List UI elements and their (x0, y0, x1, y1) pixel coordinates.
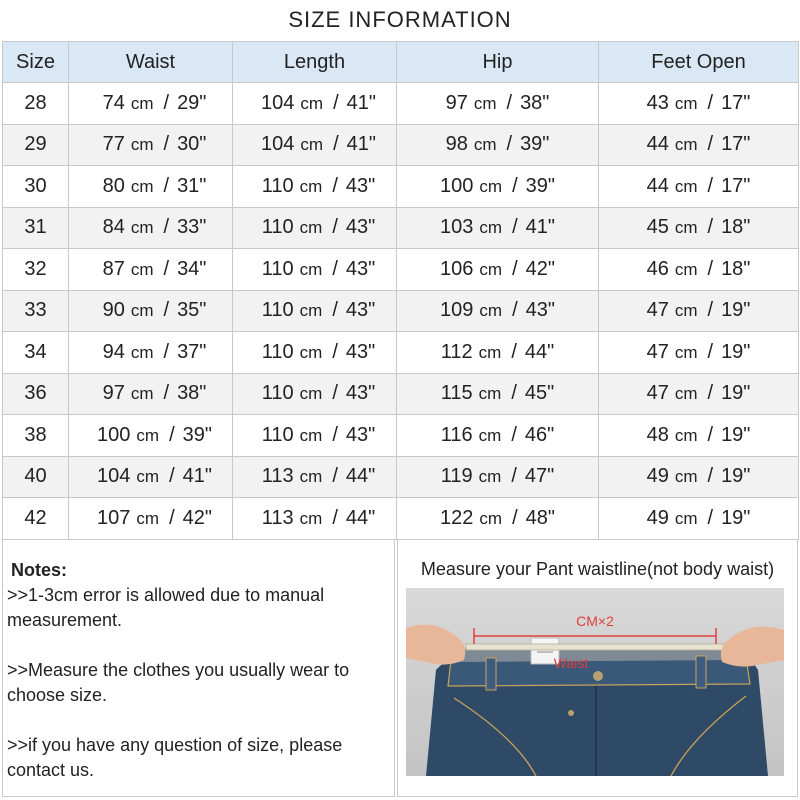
size-table (2, 41, 799, 540)
arrow-label: CM×2 (576, 613, 614, 629)
size-cell: 40 (3, 456, 69, 498)
hip-cell: 116 cm / 46" (397, 415, 599, 457)
feet-cell: 44 cm / 17" (599, 166, 799, 208)
hip-cell: 98 cm / 39" (397, 124, 599, 166)
header-size: Size (3, 42, 69, 83)
waist-cell: 94 cm / 37" (69, 332, 233, 374)
header-length: Length (233, 42, 397, 83)
measure-panel (397, 539, 798, 797)
table-row (3, 498, 799, 540)
size-cell: 34 (3, 332, 69, 374)
hip-cell: 97 cm / 38" (397, 83, 599, 125)
size-cell: 42 (3, 498, 69, 540)
length-cell: 113 cm / 44" (233, 456, 397, 498)
table-row (3, 166, 799, 208)
feet-cell: 44 cm / 17" (599, 124, 799, 166)
length-cell: 110 cm / 43" (233, 373, 397, 415)
header-feet-open: Feet Open (599, 42, 799, 83)
table-row (3, 415, 799, 457)
waist-cell: 100 cm / 39" (69, 415, 233, 457)
table-row (3, 290, 799, 332)
hip-cell: 100 cm / 39" (397, 166, 599, 208)
feet-cell: 49 cm / 19" (599, 456, 799, 498)
hip-cell: 103 cm / 41" (397, 207, 599, 249)
waist-cell: 80 cm / 31" (69, 166, 233, 208)
table-row (3, 207, 799, 249)
belt-loop (486, 658, 496, 690)
table-row (3, 456, 799, 498)
length-cell: 110 cm / 43" (233, 290, 397, 332)
length-cell: 110 cm / 43" (233, 332, 397, 374)
notes-panel (2, 539, 395, 797)
note-item: >>Measure the clothes you usually wear to choose size. (7, 660, 350, 705)
note-item: >>1-3cm error is allowed due to manual measurement. (7, 585, 325, 630)
measure-caption: Measure your Pant waistline(not body waist) (420, 559, 775, 579)
header-waist: Waist (69, 42, 233, 83)
table-header-row (3, 42, 799, 83)
hip-cell: 122 cm / 48" (397, 498, 599, 540)
header-hip: Hip (397, 42, 599, 83)
feet-cell: 45 cm / 18" (599, 207, 799, 249)
waist-cell: 107 cm / 42" (69, 498, 233, 540)
size-cell: 30 (3, 166, 69, 208)
measuring-tape (466, 644, 724, 650)
hip-cell: 109 cm / 43" (397, 290, 599, 332)
size-cell: 33 (3, 290, 69, 332)
waist-cell: 84 cm / 33" (69, 207, 233, 249)
size-cell: 32 (3, 249, 69, 291)
size-cell: 31 (3, 207, 69, 249)
table-row (3, 124, 799, 166)
length-cell: 110 cm / 43" (233, 415, 397, 457)
length-cell: 110 cm / 43" (233, 166, 397, 208)
note-item: >>if you have any question of size, please contact us. (7, 735, 343, 780)
hip-cell: 112 cm / 44" (397, 332, 599, 374)
feet-cell: 46 cm / 18" (599, 249, 799, 291)
feet-cell: 49 cm / 19" (599, 498, 799, 540)
length-cell: 110 cm / 43" (233, 207, 397, 249)
length-cell: 104 cm / 41" (233, 83, 397, 125)
feet-cell: 43 cm / 17" (599, 83, 799, 125)
feet-cell: 47 cm / 19" (599, 332, 799, 374)
waist-cell: 74 cm / 29" (69, 83, 233, 125)
length-cell: 110 cm / 43" (233, 249, 397, 291)
page-title: SIZE INFORMATION (288, 7, 512, 32)
length-cell: 104 cm / 41" (233, 124, 397, 166)
waist-label: Waist (553, 655, 589, 671)
waist-cell: 97 cm / 38" (69, 373, 233, 415)
table-row (3, 373, 799, 415)
hip-cell: 115 cm / 45" (397, 373, 599, 415)
right-hand-icon (721, 627, 784, 667)
waist-cell: 104 cm / 41" (69, 456, 233, 498)
feet-cell: 48 cm / 19" (599, 415, 799, 457)
notes-heading: Notes: (11, 560, 68, 580)
size-cell: 28 (3, 83, 69, 125)
size-cell: 38 (3, 415, 69, 457)
belt-loop (696, 656, 706, 688)
hip-cell: 119 cm / 47" (397, 456, 599, 498)
waist-cell: 87 cm / 34" (69, 249, 233, 291)
waist-cell: 77 cm / 30" (69, 124, 233, 166)
table-row (3, 249, 799, 291)
button-icon (593, 671, 603, 681)
length-cell: 113 cm / 44" (233, 498, 397, 540)
table-row (3, 332, 799, 374)
left-hand-icon (406, 625, 465, 665)
feet-cell: 47 cm / 19" (599, 373, 799, 415)
size-table-body (3, 83, 799, 540)
feet-cell: 47 cm / 19" (599, 290, 799, 332)
table-row (3, 83, 799, 125)
size-cell: 36 (3, 373, 69, 415)
waist-cell: 90 cm / 35" (69, 290, 233, 332)
hip-cell: 106 cm / 42" (397, 249, 599, 291)
jeans-illustration (406, 588, 784, 776)
jeans-waist-photo (406, 588, 784, 776)
size-cell: 29 (3, 124, 69, 166)
